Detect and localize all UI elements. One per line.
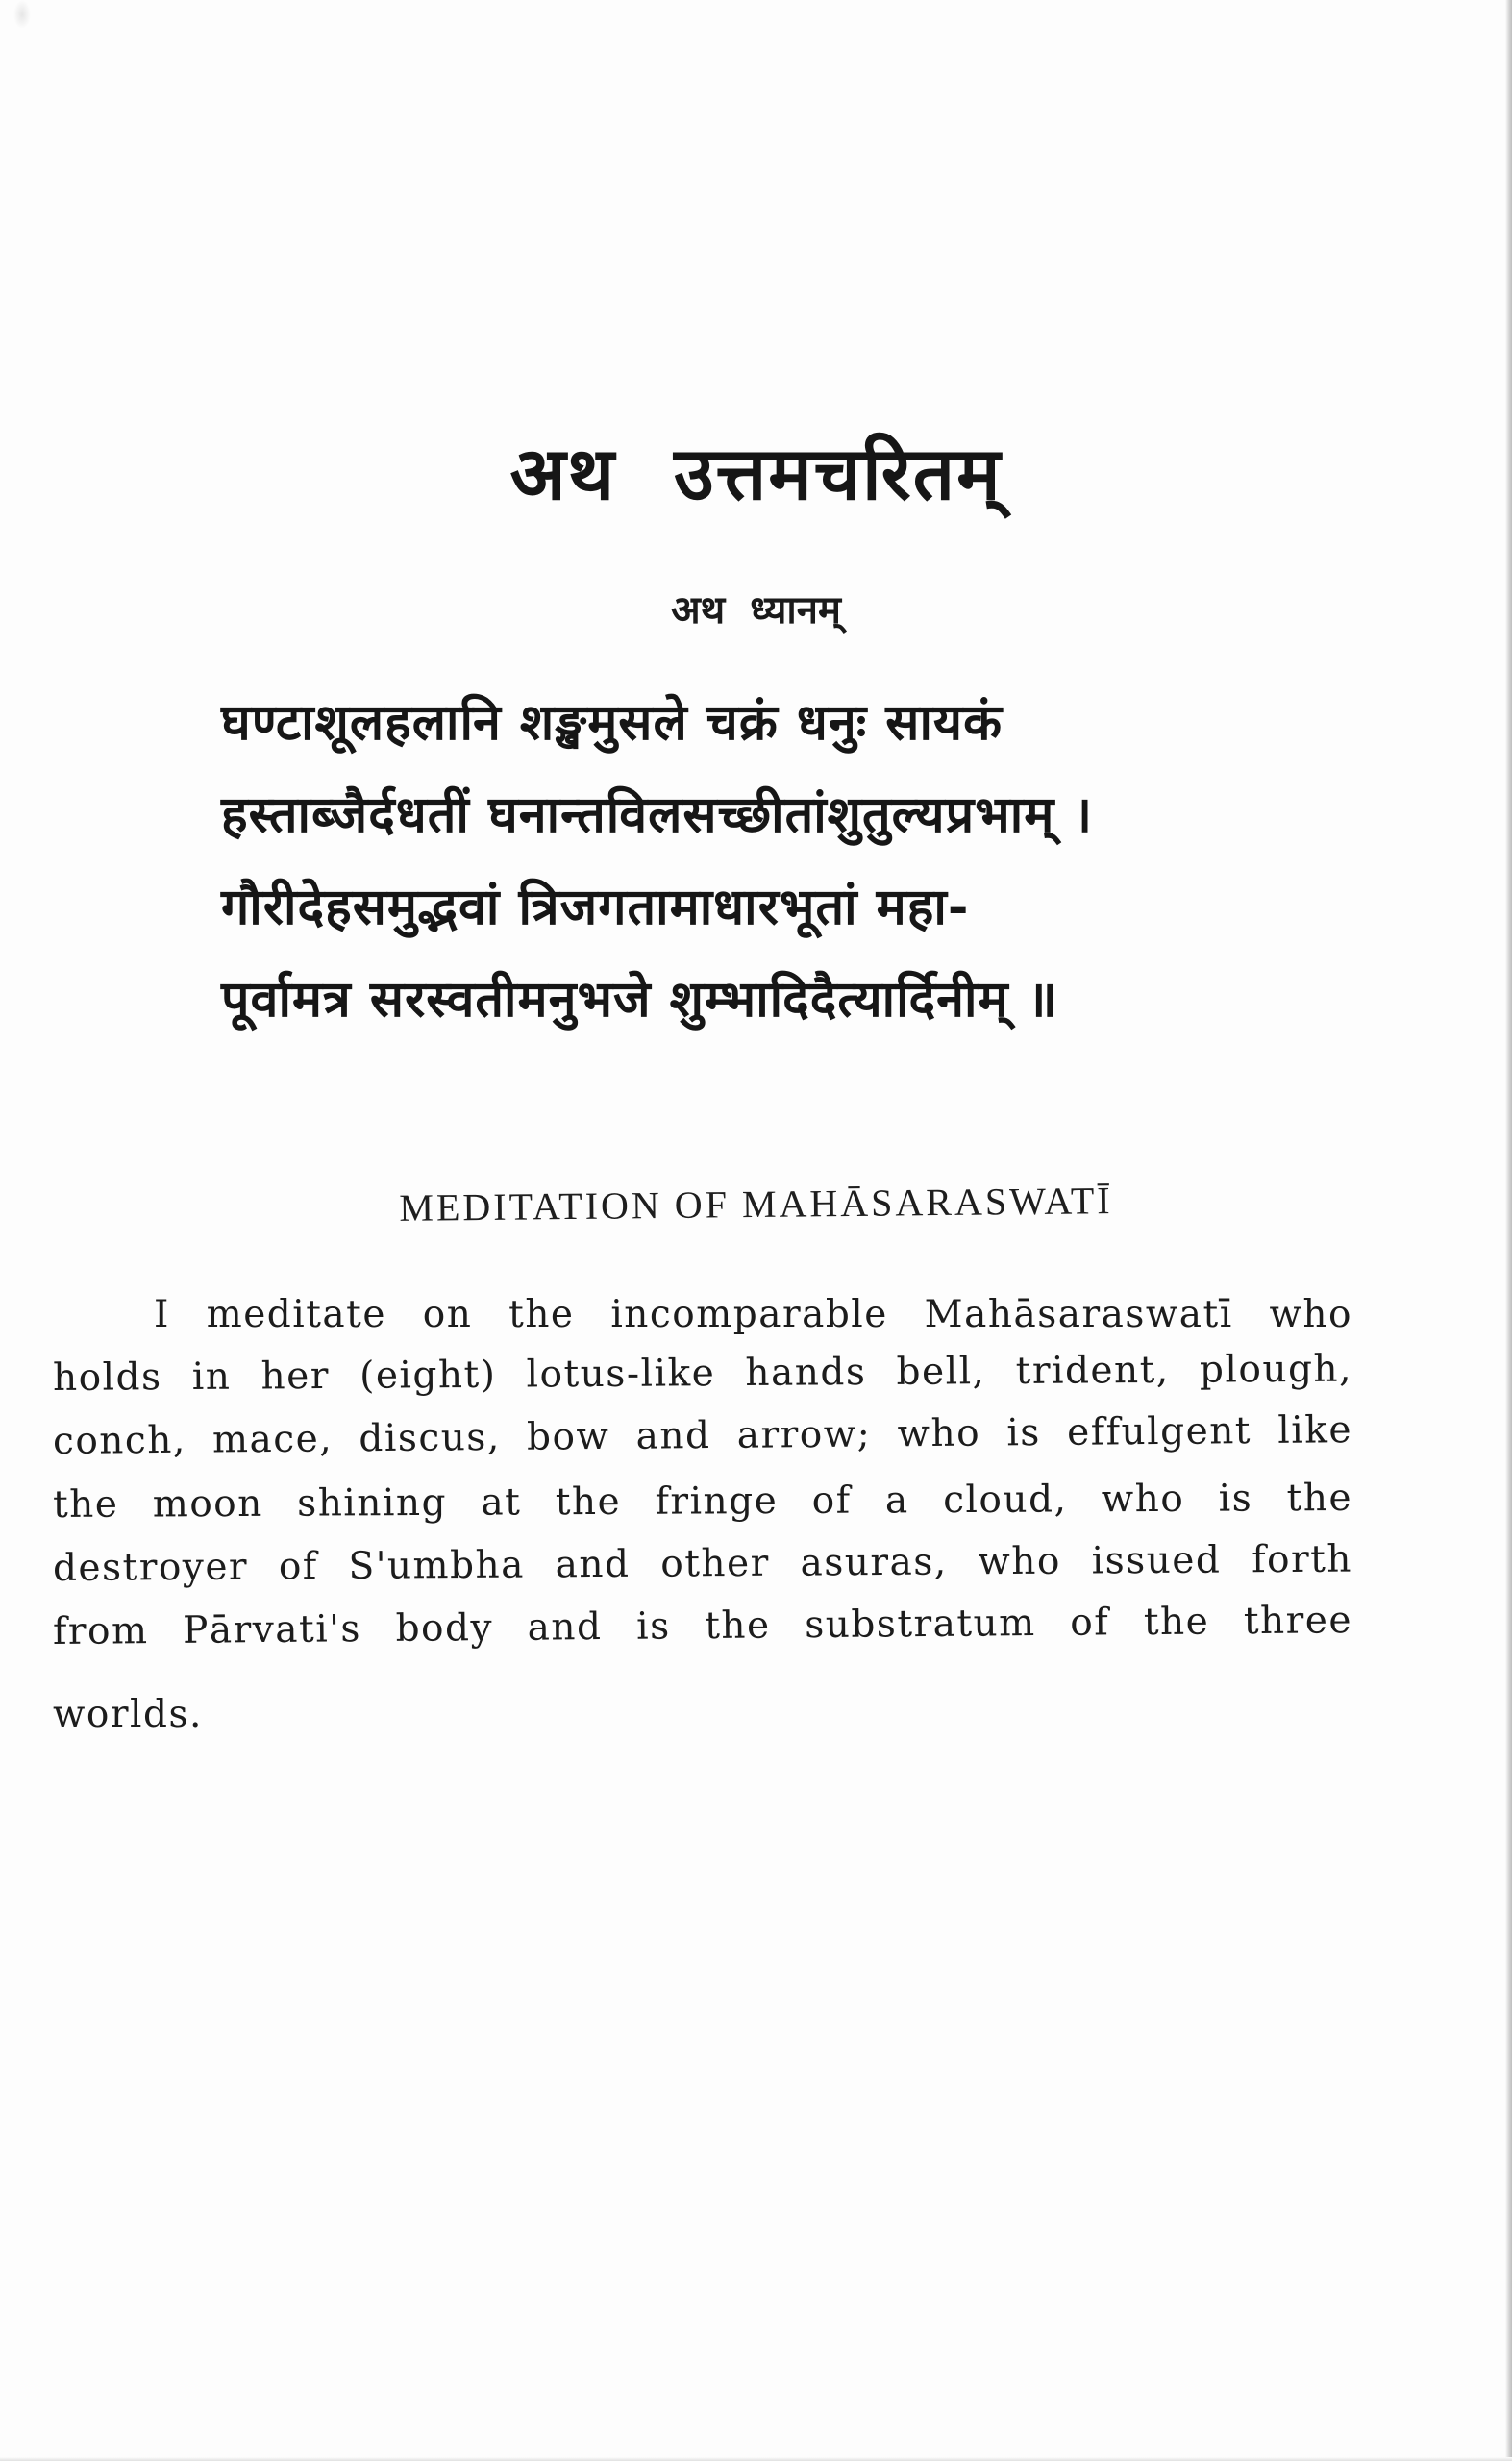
page-edge-shadow-bottom bbox=[0, 2457, 1512, 2461]
sanskrit-verse bbox=[221, 684, 1317, 1054]
verse-line: पूर्वामत्र सरस्वतीमनुभजे शुम्भादिदैत्यार्दिनीम् ॥ bbox=[221, 971, 1058, 1029]
paragraph-line: holds in her (eight) lotus-like hands bell, trident, plough, bbox=[52, 1347, 1353, 1400]
paragraph-line: destroyer of S'umbha and other asuras, who issued forth bbox=[52, 1537, 1353, 1590]
subtitle-word-1: अथ bbox=[671, 588, 726, 633]
verse-line: हस्ताब्जैर्दधतीं घनान्तविलसच्छीतांशुतुल्यप्रभाम् । bbox=[221, 786, 1094, 844]
verse-line: घण्टाशूलहलानि शङ्खमुसले चक्रं धनुः सायकं bbox=[221, 694, 1004, 752]
translation-heading: MEDITATION OF MAHĀSARASWATĪ bbox=[399, 1179, 1113, 1230]
subtitle-word-2: ध्यानम् bbox=[750, 588, 841, 633]
chapter-title-word-2: उत्तमचरितम् bbox=[674, 431, 1003, 516]
chapter-title bbox=[0, 431, 1512, 517]
verse-line: गौरीदेहसमुद्भवां त्रिजगतामाधारभूतां महा- bbox=[221, 879, 970, 936]
page-edge-shadow-right bbox=[1505, 0, 1512, 2461]
paragraph-line: worlds. bbox=[53, 1693, 203, 1736]
paragraph-line: I meditate on the incomparable Mahāsaraswatī who bbox=[154, 1293, 1352, 1336]
translation-paragraph bbox=[53, 1283, 1352, 1747]
paragraph-line: the moon shining at the fringe of a cloud, who is the bbox=[52, 1476, 1353, 1527]
paragraph-line: from Pārvati's body and is the substratum of the three bbox=[52, 1599, 1353, 1653]
scan-speck bbox=[13, 0, 31, 29]
paragraph-line: conch, mace, discus, bow and arrow; who is effulgent like bbox=[52, 1408, 1353, 1463]
chapter-title-word-1: अथ bbox=[509, 431, 617, 516]
meditation-subtitle bbox=[0, 586, 1512, 634]
